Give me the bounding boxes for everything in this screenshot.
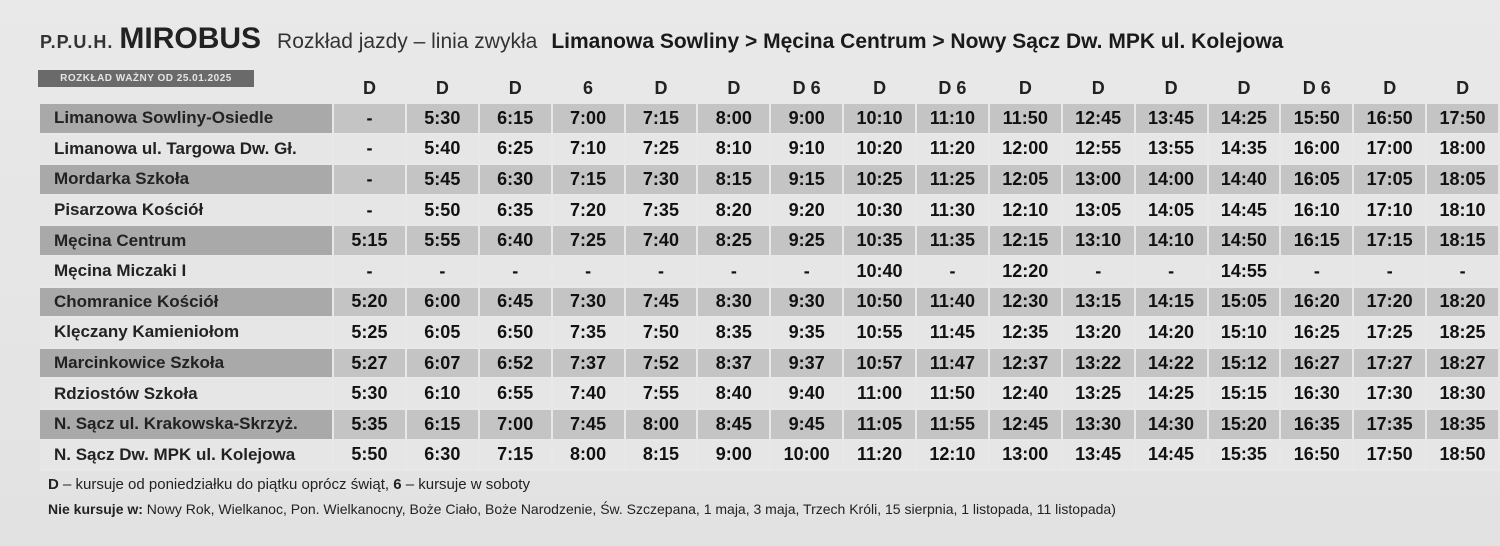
departure-time: 11:20: [916, 134, 989, 165]
departure-time: 12:10: [989, 195, 1062, 226]
departure-time: 18:35: [1426, 409, 1499, 440]
departure-time: -: [1062, 256, 1135, 287]
exceptions-note: [48, 501, 1116, 517]
departure-time: 8:00: [552, 440, 625, 471]
departure-time: 17:27: [1353, 348, 1426, 379]
departure-time: 5:40: [406, 134, 479, 165]
route-title: Limanowa Sowliny > Męcina Centrum > Nowy Sącz Dw. MPK ul. Kolejowa: [551, 30, 1284, 53]
departure-time: 5:45: [406, 164, 479, 195]
departure-time: 6:30: [479, 164, 552, 195]
departure-time: -: [1280, 256, 1353, 287]
table-row: [40, 104, 1499, 134]
departure-time: -: [916, 256, 989, 287]
day-code-header: D: [727, 77, 741, 98]
departure-time: 16:50: [1280, 440, 1353, 471]
departure-time: 9:45: [770, 409, 843, 440]
departure-time: 6:30: [406, 440, 479, 471]
departure-time: 7:35: [625, 195, 698, 226]
table-row: [40, 287, 1499, 318]
departure-time: 5:30: [406, 104, 479, 134]
departure-time: 15:05: [1208, 287, 1281, 318]
legend: [48, 476, 530, 493]
days-header-row: [40, 72, 1499, 104]
departure-time: 14:15: [1135, 287, 1208, 318]
departure-time: 7:30: [625, 164, 698, 195]
departure-time: 14:30: [1135, 409, 1208, 440]
departure-time: 13:15: [1062, 287, 1135, 318]
day-code-header: D 6: [938, 77, 967, 98]
departure-time: 10:10: [843, 104, 916, 134]
stop-name: Marcinkowice Szkoła: [40, 348, 333, 379]
departure-time: 7:35: [552, 317, 625, 348]
departure-time: 14:45: [1135, 440, 1208, 471]
departure-time: 8:15: [625, 440, 698, 471]
departure-time: 11:47: [916, 348, 989, 379]
day-code-header: D: [1091, 77, 1105, 98]
departure-time: 15:10: [1208, 317, 1281, 348]
departure-time: -: [552, 256, 625, 287]
departure-time: 12:10: [916, 440, 989, 471]
departure-time: 7:45: [625, 287, 698, 318]
departure-time: 7:45: [552, 409, 625, 440]
departure-time: 5:20: [333, 287, 406, 318]
table-row: [40, 164, 1499, 195]
departure-time: -: [1353, 256, 1426, 287]
departure-time: 8:45: [697, 409, 770, 440]
departure-time: 17:15: [1353, 225, 1426, 256]
departure-time: 18:10: [1426, 195, 1499, 226]
departure-time: 13:00: [1062, 164, 1135, 195]
table-row: [40, 409, 1499, 440]
departure-time: 14:20: [1135, 317, 1208, 348]
departure-time: 16:25: [1280, 317, 1353, 348]
departure-time: 6:55: [479, 378, 552, 409]
header: [40, 22, 1283, 62]
day-code-header: D: [1237, 77, 1251, 98]
departure-time: 12:40: [989, 378, 1062, 409]
departure-time: 18:20: [1426, 287, 1499, 318]
departure-time: 16:05: [1280, 164, 1353, 195]
departure-time: 6:00: [406, 287, 479, 318]
departure-time: 6:15: [479, 104, 552, 134]
departure-time: 5:35: [333, 409, 406, 440]
day-code-header: D 6: [1302, 77, 1331, 98]
departure-time: 13:20: [1062, 317, 1135, 348]
departure-time: 15:50: [1280, 104, 1353, 134]
departure-time: 7:25: [625, 134, 698, 165]
departure-time: 10:40: [843, 256, 916, 287]
departure-time: 14:55: [1208, 256, 1281, 287]
departure-time: 7:20: [552, 195, 625, 226]
departure-time: 8:00: [625, 409, 698, 440]
departure-time: 14:05: [1135, 195, 1208, 226]
departure-time: 8:30: [697, 287, 770, 318]
departure-time: 8:20: [697, 195, 770, 226]
departure-time: 13:45: [1135, 104, 1208, 134]
departure-time: -: [333, 104, 406, 134]
departure-time: 8:25: [697, 225, 770, 256]
departure-time: 14:50: [1208, 225, 1281, 256]
timetable-body: [40, 104, 1499, 470]
departure-time: 17:00: [1353, 134, 1426, 165]
departure-time: 7:37: [552, 348, 625, 379]
departure-time: 11:00: [843, 378, 916, 409]
departure-time: 11:05: [843, 409, 916, 440]
departure-time: 14:22: [1135, 348, 1208, 379]
departure-time: 5:50: [406, 195, 479, 226]
departure-time: 17:50: [1426, 104, 1499, 134]
departure-time: 6:25: [479, 134, 552, 165]
departure-time: 7:52: [625, 348, 698, 379]
departure-time: 17:05: [1353, 164, 1426, 195]
departure-time: 6:10: [406, 378, 479, 409]
departure-time: 15:12: [1208, 348, 1281, 379]
departure-time: 10:35: [843, 225, 916, 256]
departure-time: 17:35: [1353, 409, 1426, 440]
schedule-subtitle: Rozkład jazdy – linia zwykła: [277, 30, 538, 53]
departure-time: 13:25: [1062, 378, 1135, 409]
table-row: [40, 440, 1499, 471]
departure-time: 6:50: [479, 317, 552, 348]
departure-time: 13:45: [1062, 440, 1135, 471]
departure-time: 14:25: [1135, 378, 1208, 409]
exceptions-label: Nie kursuje w:: [48, 501, 143, 517]
day-code-header: D: [508, 77, 522, 98]
stop-name: Klęczany Kamieniołom: [40, 317, 333, 348]
departure-time: 6:07: [406, 348, 479, 379]
table-row: [40, 378, 1499, 409]
departure-time: 9:00: [770, 104, 843, 134]
departure-time: 12:20: [989, 256, 1062, 287]
departure-time: 13:10: [1062, 225, 1135, 256]
departure-time: 6:52: [479, 348, 552, 379]
departure-time: 7:00: [552, 104, 625, 134]
departure-time: 12:15: [989, 225, 1062, 256]
departure-time: 16:20: [1280, 287, 1353, 318]
departure-time: 16:27: [1280, 348, 1353, 379]
departure-time: 6:45: [479, 287, 552, 318]
departure-time: 8:00: [697, 104, 770, 134]
legend-six-text: – kursuje w soboty: [401, 476, 530, 493]
departure-time: 13:22: [1062, 348, 1135, 379]
departure-time: 11:40: [916, 287, 989, 318]
departure-time: 5:55: [406, 225, 479, 256]
day-code-header: D: [654, 77, 668, 98]
departure-time: 8:37: [697, 348, 770, 379]
departure-time: 18:15: [1426, 225, 1499, 256]
departure-time: 14:45: [1208, 195, 1281, 226]
stop-name: Rdziostów Szkoła: [40, 378, 333, 409]
departure-time: 13:05: [1062, 195, 1135, 226]
departure-time: -: [697, 256, 770, 287]
departure-time: 12:37: [989, 348, 1062, 379]
departure-time: 16:35: [1280, 409, 1353, 440]
legend-six-key: 6: [393, 476, 402, 493]
departure-time: 11:50: [916, 378, 989, 409]
day-code-header: 6: [583, 77, 594, 98]
departure-time: 13:00: [989, 440, 1062, 471]
departure-time: 9:15: [770, 164, 843, 195]
departure-time: -: [406, 256, 479, 287]
departure-time: -: [1135, 256, 1208, 287]
departure-time: 17:10: [1353, 195, 1426, 226]
departure-time: 18:05: [1426, 164, 1499, 195]
day-code-header: D: [1456, 77, 1470, 98]
departure-time: 12:05: [989, 164, 1062, 195]
departure-time: 12:00: [989, 134, 1062, 165]
brand-prefix: P.P.U.H.: [40, 32, 114, 52]
departure-time: -: [479, 256, 552, 287]
departure-time: 7:15: [552, 164, 625, 195]
departure-time: 13:30: [1062, 409, 1135, 440]
stop-name: Limanowa Sowliny-Osiedle: [40, 104, 333, 134]
departure-time: 14:40: [1208, 164, 1281, 195]
departure-time: 7:40: [552, 378, 625, 409]
departure-time: 14:35: [1208, 134, 1281, 165]
departure-time: 11:50: [989, 104, 1062, 134]
day-code-header: D: [1018, 77, 1032, 98]
stop-name: Limanowa ul. Targowa Dw. Gł.: [40, 134, 333, 165]
departure-time: 9:20: [770, 195, 843, 226]
departure-time: 5:15: [333, 225, 406, 256]
departure-time: 6:15: [406, 409, 479, 440]
departure-time: 9:25: [770, 225, 843, 256]
departure-time: 7:10: [552, 134, 625, 165]
day-code-header: D: [362, 77, 376, 98]
departure-time: 8:40: [697, 378, 770, 409]
departure-time: 7:00: [479, 409, 552, 440]
departure-time: 12:55: [1062, 134, 1135, 165]
departure-time: 11:55: [916, 409, 989, 440]
day-code-header: D: [873, 77, 887, 98]
departure-time: 18:30: [1426, 378, 1499, 409]
departure-time: 12:30: [989, 287, 1062, 318]
departure-time: 16:15: [1280, 225, 1353, 256]
departure-time: 17:25: [1353, 317, 1426, 348]
table-row: [40, 225, 1499, 256]
departure-time: 17:20: [1353, 287, 1426, 318]
departure-time: 5:27: [333, 348, 406, 379]
table-row: [40, 256, 1499, 287]
departure-time: 7:40: [625, 225, 698, 256]
departure-time: 12:45: [1062, 104, 1135, 134]
departure-time: 14:00: [1135, 164, 1208, 195]
stop-name: Męcina Centrum: [40, 225, 333, 256]
departure-time: 10:20: [843, 134, 916, 165]
departure-time: 16:30: [1280, 378, 1353, 409]
departure-time: 11:30: [916, 195, 989, 226]
departure-time: 17:50: [1353, 440, 1426, 471]
legend-d-key: D: [48, 476, 59, 493]
departure-time: -: [1426, 256, 1499, 287]
departure-time: 7:50: [625, 317, 698, 348]
departure-time: 14:25: [1208, 104, 1281, 134]
departure-time: 11:20: [843, 440, 916, 471]
departure-time: 18:00: [1426, 134, 1499, 165]
departure-time: 7:55: [625, 378, 698, 409]
table-row: [40, 195, 1499, 226]
departure-time: 11:25: [916, 164, 989, 195]
departure-time: 10:25: [843, 164, 916, 195]
stop-name: Pisarzowa Kościół: [40, 195, 333, 226]
stop-name: Męcina Miczaki I: [40, 256, 333, 287]
departure-time: 7:15: [625, 104, 698, 134]
departure-time: 6:35: [479, 195, 552, 226]
brand-name: MIROBUS: [119, 22, 262, 55]
departure-time: 16:10: [1280, 195, 1353, 226]
stop-name: Mordarka Szkoła: [40, 164, 333, 195]
departure-time: 10:30: [843, 195, 916, 226]
table-row: [40, 348, 1499, 379]
departure-time: 16:00: [1280, 134, 1353, 165]
departure-time: 18:50: [1426, 440, 1499, 471]
departure-time: 14:10: [1135, 225, 1208, 256]
departure-time: 9:40: [770, 378, 843, 409]
departure-time: -: [770, 256, 843, 287]
day-code-header: D: [435, 77, 449, 98]
validity-badge: ROZKŁAD WAŻNY OD 25.01.2025: [38, 70, 254, 87]
stop-name: N. Sącz ul. Krakowska-Skrzyż.: [40, 409, 333, 440]
departure-time: 16:50: [1353, 104, 1426, 134]
departure-time: 18:27: [1426, 348, 1499, 379]
departure-time: 6:40: [479, 225, 552, 256]
departure-time: 8:35: [697, 317, 770, 348]
departure-time: -: [333, 256, 406, 287]
departure-time: -: [333, 195, 406, 226]
departure-time: 10:55: [843, 317, 916, 348]
exceptions-text: Nowy Rok, Wielkanoc, Pon. Wielkanocny, Boże Ciało, Boże Narodzenie, Św. Szczepana, 1 maja, 3 maja, Trzech Króli, 15 sierpnia, 1 listopada, 11 listopada): [142, 501, 1116, 517]
day-code-header: D: [1383, 77, 1397, 98]
stop-name: N. Sącz Dw. MPK ul. Kolejowa: [40, 440, 333, 471]
departure-time: 12:35: [989, 317, 1062, 348]
departure-time: 5:30: [333, 378, 406, 409]
day-code-header: D: [1164, 77, 1178, 98]
departure-time: 12:45: [989, 409, 1062, 440]
departure-time: 18:25: [1426, 317, 1499, 348]
departure-time: 8:15: [697, 164, 770, 195]
table-row: [40, 134, 1499, 165]
departure-time: 9:30: [770, 287, 843, 318]
table-row: [40, 317, 1499, 348]
departure-time: 9:10: [770, 134, 843, 165]
departure-time: 15:20: [1208, 409, 1281, 440]
departure-time: 17:30: [1353, 378, 1426, 409]
timetable-table: [40, 72, 1500, 471]
departure-time: 8:10: [697, 134, 770, 165]
day-code-header: D 6: [792, 77, 821, 98]
legend-d-text: – kursuje od poniedziałku do piątku oprócz świąt,: [58, 476, 394, 493]
departure-time: 5:50: [333, 440, 406, 471]
departure-time: 11:10: [916, 104, 989, 134]
departure-time: 11:35: [916, 225, 989, 256]
departure-time: 9:37: [770, 348, 843, 379]
departure-time: 9:00: [697, 440, 770, 471]
departure-time: -: [625, 256, 698, 287]
departure-time: 10:50: [843, 287, 916, 318]
departure-time: 6:05: [406, 317, 479, 348]
departure-time: 5:25: [333, 317, 406, 348]
departure-time: 9:35: [770, 317, 843, 348]
departure-time: 10:00: [770, 440, 843, 471]
departure-time: 11:45: [916, 317, 989, 348]
departure-time: 7:25: [552, 225, 625, 256]
departure-time: 7:30: [552, 287, 625, 318]
departure-time: 10:57: [843, 348, 916, 379]
departure-time: 7:15: [479, 440, 552, 471]
departure-time: -: [333, 164, 406, 195]
stop-name: Chomranice Kościół: [40, 287, 333, 318]
departure-time: 15:35: [1208, 440, 1281, 471]
departure-time: 15:15: [1208, 378, 1281, 409]
departure-time: -: [333, 134, 406, 165]
departure-time: 13:55: [1135, 134, 1208, 165]
